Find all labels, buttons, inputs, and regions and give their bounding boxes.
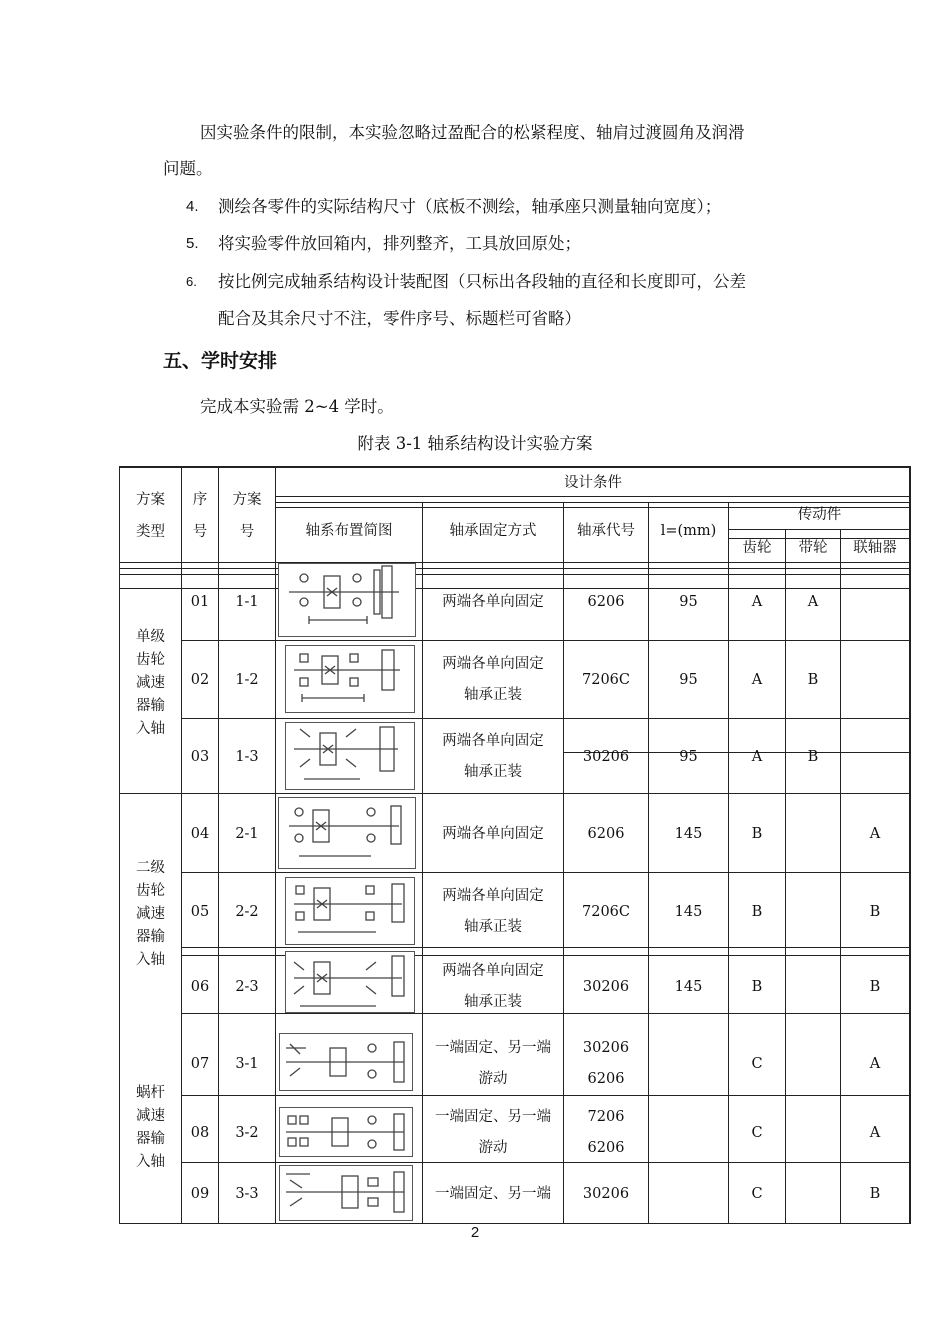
cell-plan: 2-2 — [235, 904, 259, 920]
list-number: 4. — [186, 198, 199, 215]
cell-plan: 3-2 — [235, 1125, 259, 1141]
cell-gear: B — [751, 904, 763, 920]
cell-plan: 2-1 — [235, 826, 259, 842]
cell-length: 95 — [679, 672, 698, 688]
cell-pulley: B — [807, 749, 819, 765]
shaft-diagram-1-3 — [285, 722, 415, 790]
page-number: 2 — [470, 1224, 480, 1241]
cell-plan: 3-1 — [235, 1056, 259, 1072]
list-item-text: 配合及其余尺寸不注，零件序号、标题栏可省略） — [218, 309, 581, 328]
cell-fixing: 两端各单向固定 轴承正装 — [442, 656, 544, 703]
cell-plan: 1-1 — [235, 594, 259, 610]
cell-plan: 3-3 — [235, 1186, 259, 1202]
header-pulley: 带轮 — [798, 540, 828, 556]
header-design-conditions: 设计条件 — [564, 475, 622, 491]
cell-coupling: B — [869, 904, 881, 920]
cell-plan: 1-3 — [235, 749, 259, 765]
cell-seq: 08 — [190, 1125, 210, 1141]
cell-pulley: B — [807, 672, 819, 688]
cell-length: 145 — [674, 904, 703, 920]
list-item-text: 测绘各零件的实际结构尺寸（底板不测绘，轴承座只测量轴向宽度）； — [218, 197, 722, 216]
paragraph-line: 问题。 — [163, 159, 213, 178]
group-label: 二级 齿轮 减速 器输 入轴 — [136, 860, 165, 968]
cell-bearing: 7206C — [582, 672, 630, 688]
cell-plan: 2-3 — [235, 979, 259, 995]
table-caption: 附表 3-1 轴系结构设计实验方案 — [357, 434, 593, 453]
cell-bearing: 30206 6206 — [582, 1040, 630, 1087]
cell-gear: C — [751, 1056, 763, 1072]
header-seq: 序 号 — [192, 492, 208, 540]
cell-bearing: 6206 — [587, 826, 625, 842]
cell-seq: 07 — [190, 1056, 210, 1072]
cell-length: 95 — [679, 749, 698, 765]
cell-length: 95 — [679, 594, 698, 610]
cell-fixing: 一端固定、另一端 游动 — [435, 1109, 551, 1156]
cell-gear: B — [751, 979, 763, 995]
header-type: 方案 类型 — [136, 492, 165, 540]
header-coupling: 联轴器 — [853, 540, 897, 556]
header-fixing: 轴承固定方式 — [449, 523, 537, 539]
shaft-diagram-1-1 — [278, 563, 416, 637]
cell-gear: B — [751, 826, 763, 842]
header-layout: 轴系布置简图 — [305, 523, 393, 539]
cell-seq: 06 — [190, 979, 210, 995]
cell-gear: C — [751, 1125, 763, 1141]
cell-bearing: 7206 6206 — [587, 1109, 625, 1156]
cell-seq: 01 — [190, 594, 210, 610]
cell-gear: A — [751, 672, 763, 688]
paragraph-line: 因实验条件的限制，本实验忽略过盈配合的松紧程度、轴肩过渡圆角及润滑 — [200, 123, 745, 142]
shaft-diagram-3-2 — [279, 1107, 413, 1157]
list-number: 6. — [186, 274, 197, 289]
cell-coupling: B — [869, 1186, 881, 1202]
shaft-diagram-1-2 — [285, 645, 415, 713]
cell-seq: 04 — [190, 826, 210, 842]
cell-coupling: A — [869, 1125, 881, 1141]
section-heading: 五、学时安排 — [163, 350, 278, 372]
cell-fixing: 两端各单向固定 — [442, 594, 544, 610]
header-plan: 方案 号 — [232, 492, 262, 540]
cell-plan: 1-2 — [235, 672, 259, 688]
cell-bearing: 7206C — [582, 904, 630, 920]
cell-gear: A — [751, 594, 763, 610]
cell-coupling: B — [869, 979, 881, 995]
header-bearing: 轴承代号 — [577, 523, 635, 539]
group-label: 蜗杆 减速 器输 入轴 — [136, 1085, 165, 1170]
cell-pulley: A — [807, 594, 819, 610]
cell-seq: 09 — [190, 1186, 210, 1202]
cell-seq: 05 — [190, 904, 210, 920]
shaft-diagram-3-3 — [279, 1165, 413, 1221]
cell-coupling: A — [869, 1056, 881, 1072]
cell-fixing: 一端固定、另一端 — [435, 1186, 551, 1202]
cell-gear: A — [751, 749, 763, 765]
list-item-text: 按比例完成轴系结构设计装配图（只标出各段轴的直径和长度即可，公差 — [218, 272, 746, 291]
cell-bearing: 6206 — [587, 594, 625, 610]
cell-coupling: A — [869, 826, 881, 842]
cell-bearing: 30206 — [582, 749, 630, 765]
header-length: l=(mm) — [660, 523, 717, 539]
shaft-diagram-2-2 — [285, 877, 415, 945]
shaft-diagram-2-3 — [285, 951, 415, 1013]
cell-fixing: 两端各单向固定 — [442, 826, 544, 842]
cell-length: 145 — [674, 826, 703, 842]
section-text: 完成本实验需 2~4 学时。 — [200, 397, 394, 416]
cell-length: 145 — [674, 979, 703, 995]
list-item-text: 将实验零件放回箱内，排列整齐，工具放回原处； — [218, 234, 581, 253]
cell-seq: 03 — [190, 749, 210, 765]
list-number: 5. — [186, 235, 199, 252]
group-label: 单级 齿轮 减速 器输 入轴 — [136, 629, 165, 737]
cell-gear: C — [751, 1186, 763, 1202]
shaft-diagram-3-1 — [279, 1033, 413, 1091]
shaft-diagram-2-1 — [278, 797, 416, 869]
cell-bearing: 30206 — [582, 979, 630, 995]
header-gear: 齿轮 — [742, 540, 772, 556]
cell-fixing: 两端各单向固定 轴承正装 — [442, 888, 544, 935]
cell-fixing: 两端各单向固定 轴承正装 — [442, 963, 544, 1010]
cell-fixing: 两端各单向固定 轴承正装 — [442, 733, 544, 780]
cell-fixing: 一端固定、另一端 游动 — [435, 1040, 551, 1087]
cell-bearing: 30206 — [582, 1186, 630, 1202]
header-transmission: 传动件 — [797, 507, 842, 523]
cell-seq: 02 — [190, 672, 210, 688]
